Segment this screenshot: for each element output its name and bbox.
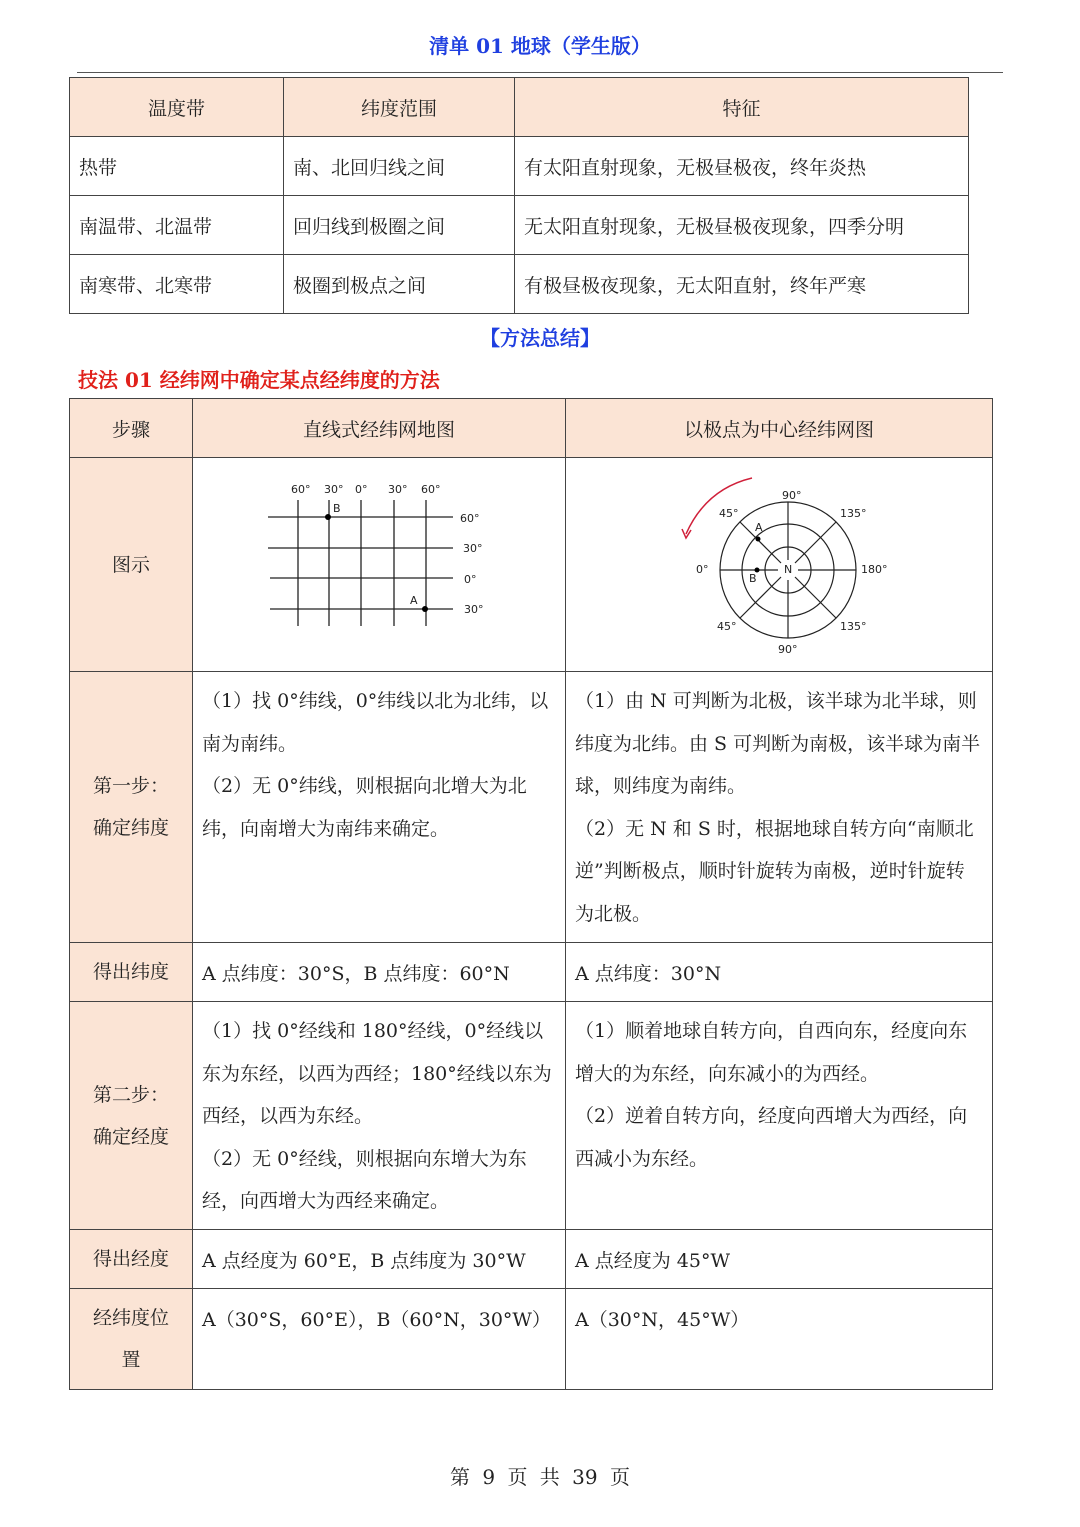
point-a-label: A xyxy=(410,593,418,607)
cell: A 点纬度：30°N xyxy=(566,943,993,1002)
lon-label: 60° xyxy=(421,482,441,496)
lon-result-row xyxy=(70,1230,993,1289)
paragraph: （1）找 0°纬线，0°纬线以北为北纬，以南为南纬。 xyxy=(202,690,549,755)
cell: 南寒带、北寒带 xyxy=(70,255,284,314)
diagram-row xyxy=(70,458,993,672)
cell: 热带 xyxy=(70,137,284,196)
point-b-label: B xyxy=(749,571,757,585)
table-row xyxy=(70,255,969,314)
paragraph: （1）由 N 可判断为北极，该半球为北半球，则纬度为北纬。由 S 可判断为南极，该半球为南半球，则纬度为南纬。 xyxy=(575,690,981,797)
cell: 南温带、北温带 xyxy=(70,196,284,255)
cell: 回归线到极圈之间 xyxy=(284,196,515,255)
header-cell: 温度带 xyxy=(70,78,284,137)
paragraph: （2）逆着自转方向，经度向西增大为西经，向西减小为东经。 xyxy=(575,1105,968,1170)
technique-heading: 技法 01 经纬网中确定某点经纬度的方法 xyxy=(78,368,440,392)
lon-label: 135° xyxy=(840,619,867,633)
label-line: 第二步： xyxy=(92,1083,169,1106)
step1-row xyxy=(70,672,993,943)
lon-label: 135° xyxy=(840,506,867,520)
grid-diagram-cell xyxy=(193,458,566,672)
lon-label: 45° xyxy=(719,506,739,520)
label-line: 确定经度 xyxy=(92,1125,169,1148)
lon-label: 90° xyxy=(778,642,798,656)
table-row xyxy=(70,196,969,255)
lat-label: 30° xyxy=(463,541,483,555)
grid-lines xyxy=(193,459,565,671)
method-table xyxy=(69,398,993,1390)
cell: A 点经度为 45°W xyxy=(566,1230,993,1289)
position-row xyxy=(70,1289,993,1390)
table-row xyxy=(70,137,969,196)
header-cell: 以极点为中心经纬网图 xyxy=(566,399,993,458)
point-a-label: A xyxy=(755,520,763,534)
header-divider xyxy=(77,72,1003,73)
lat-label: 60° xyxy=(460,511,480,525)
rotation-arrow-icon xyxy=(686,478,752,534)
row-label xyxy=(70,672,193,943)
cell: A（30°N，45°W） xyxy=(566,1289,993,1390)
lon-label: 0° xyxy=(696,562,709,576)
point-b-label: B xyxy=(333,501,341,515)
lat-label: 0° xyxy=(464,572,477,586)
paragraph: （2）无 0°经线，则根据向东增大为东经，向西增大为西经来确定。 xyxy=(202,1147,527,1212)
lon-label: 180° xyxy=(861,562,888,576)
temperature-zone-table xyxy=(69,77,969,314)
cell: A（30°S，60°E），B（60°N，30°W） xyxy=(193,1289,566,1390)
cell xyxy=(193,672,566,943)
cell xyxy=(566,1002,993,1230)
paragraph: （2）无 N 和 S 时，根据地球自转方向“南顺北逆”判断极点，顺时针旋转为南极，逆时针旋转为北极。 xyxy=(575,817,974,925)
lon-label: 0° xyxy=(355,482,368,496)
row-label: 得出经度 xyxy=(70,1230,193,1289)
header-cell: 纬度范围 xyxy=(284,78,515,137)
cell: 无太阳直射现象，无极昼极夜现象，四季分明 xyxy=(515,196,969,255)
lon-label: 45° xyxy=(717,619,737,633)
cell: 极圈到极点之间 xyxy=(284,255,515,314)
cell: A 点经度为 60°E，B 点纬度为 30°W xyxy=(193,1230,566,1289)
rectangular-grid-diagram xyxy=(193,459,565,671)
lon-label: 60° xyxy=(291,482,311,496)
page-title: 清单 01 地球（学生版） xyxy=(429,34,651,58)
header-cell: 步骤 xyxy=(70,399,193,458)
table-header-row xyxy=(70,78,969,137)
lon-label: 90° xyxy=(782,488,802,502)
cell: 有极昼极夜现象，无太阳直射，终年严寒 xyxy=(515,255,969,314)
paragraph: （2）无 0°纬线，则根据向北增大为北纬，向南增大为南纬来确定。 xyxy=(202,775,527,840)
page-footer: 第 9 页 共 39 页 xyxy=(450,1465,630,1489)
label-line: 第一步： xyxy=(92,775,169,797)
cell xyxy=(193,1002,566,1230)
lon-label: 30° xyxy=(324,482,344,496)
paragraph: （1）顺着地球自转方向，自西向东，经度向东增大的为东经，向东减小的为西经。 xyxy=(575,1020,968,1085)
north-pole-label: N xyxy=(784,562,793,576)
polar-grid-diagram xyxy=(566,459,992,671)
row-label: 图示 xyxy=(70,458,193,672)
label-line: 确定纬度 xyxy=(92,817,169,839)
cell: A 点纬度：30°S，B 点纬度：60°N xyxy=(193,943,566,1002)
lat-result-row xyxy=(70,943,993,1002)
cell xyxy=(566,672,993,943)
step2-row xyxy=(70,1002,993,1230)
section-heading: 【方法总结】 xyxy=(480,326,600,350)
row-label: 得出纬度 xyxy=(70,943,193,1002)
header-cell: 直线式经纬网地图 xyxy=(193,399,566,458)
row-label xyxy=(70,1002,193,1230)
row-label: 经纬度位置 xyxy=(70,1289,193,1390)
polar-diagram-cell xyxy=(566,458,993,672)
table-header-row xyxy=(70,399,993,458)
cell: 有太阳直射现象，无极昼极夜，终年炎热 xyxy=(515,137,969,196)
paragraph: （1）找 0°经线和 180°经线，0°经线以东为东经，以西为西经；180°经线以东为西经，以西为东经。 xyxy=(202,1020,552,1127)
cell: 南、北回归线之间 xyxy=(284,137,515,196)
header-cell: 特征 xyxy=(515,78,969,137)
polar-lines xyxy=(566,459,992,671)
lon-label: 30° xyxy=(388,482,408,496)
lat-label: 30° xyxy=(464,602,484,616)
